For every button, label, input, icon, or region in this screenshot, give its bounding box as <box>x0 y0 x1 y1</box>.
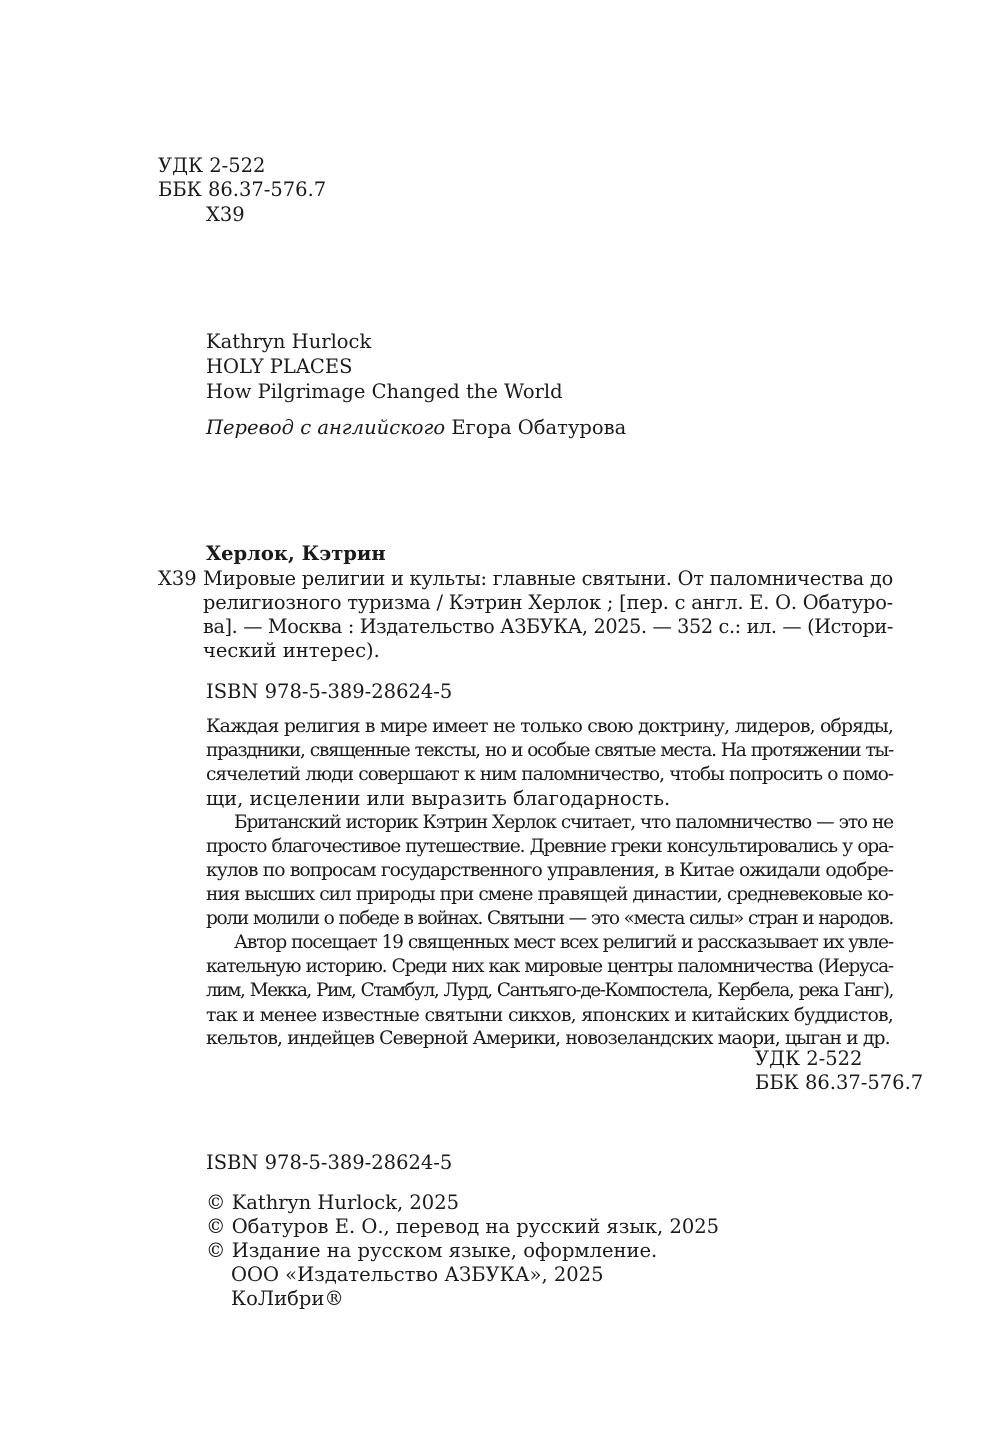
original-subtitle: How Pilgrimage Changed the World <box>206 380 563 403</box>
annotation-paragraph-1 <box>206 715 893 811</box>
annotation-line: Британский историк Кэтрин Херлок считает, что паломничество — это не <box>234 812 893 833</box>
catalog-mark: Х39 <box>158 567 197 590</box>
copyright-line: © Обатуров Е. О., перевод на русский язык, 2025 <box>206 1215 720 1238</box>
annotation-line: роли молили о победе в войнах. Святыни — это «места силы» стран и народов. <box>206 908 893 929</box>
top-bbk: ББК 86.37-576.7 <box>158 178 327 201</box>
catalog-line: Мировые религии и культы: главные святыни. От паломничества до <box>203 567 893 590</box>
annotation-line: ния высших сил природы при смене правящей династии, средневековые ко- <box>206 884 893 905</box>
annotation-paragraph-3 <box>206 931 893 1051</box>
catalog-isbn: ISBN 978-5-389-28624-5 <box>206 680 453 703</box>
annotation-line: кулов по вопросам государственного управления, в Китае ожидали одобре- <box>206 860 893 881</box>
catalog-line: ческий интерес). <box>203 639 380 662</box>
publisher-line: ООО «Издательство АЗБУКА», 2025 <box>231 1263 604 1286</box>
annotation-line: праздники, священные тексты, но и особые святые места. На протяжении ты- <box>206 740 893 761</box>
original-title: HOLY PLACES <box>206 355 353 378</box>
annotation-line: щи, исцелении или выразить благодарность. <box>206 787 671 810</box>
annotation-line: Автор посещает 19 священных мест всех религий и рассказывает их увле- <box>234 932 893 953</box>
translation-prefix: Перевод с английского <box>206 416 446 439</box>
annotation-line: лим, Мекка, Рим, Стамбул, Лурд, Сантьяго-де-Компостела, Кербела, река Ганг), <box>206 980 893 1001</box>
original-author: Kathryn Hurlock <box>206 330 372 353</box>
annotation-udk: УДК 2-522 <box>755 1047 863 1070</box>
annotation-bbk: ББК 86.37-576.7 <box>755 1071 924 1094</box>
bottom-isbn: ISBN 978-5-389-28624-5 <box>206 1151 453 1174</box>
annotation-line: так и менее известные святыни сикхов, японских и китайских буддистов, <box>206 1004 893 1026</box>
annotation-line: кельтов, индейцев Северной Америки, новозеландских маори, цыган и др. <box>206 1028 890 1049</box>
catalog-line: религиозного туризма / Кэтрин Херлок ; [пер. с англ. Е. О. Обатуро- <box>203 591 893 614</box>
annotation-line: сячелетий люди совершают к ним паломничество, чтобы попросить о помо- <box>206 764 893 785</box>
top-udk: УДК 2-522 <box>158 154 266 177</box>
annotation-line: просто благочестивое путешествие. Древние греки консультировались у ора- <box>206 836 893 857</box>
top-author-mark: Х39 <box>206 203 245 226</box>
annotation-line: кательную историю. Среди них как мировые центры паломничества (Иеруса- <box>206 956 893 977</box>
translator-name: Егора Обатурова <box>451 416 627 439</box>
catalog-description <box>203 567 893 663</box>
catalog-heading: Херлок, Кэтрин <box>206 542 386 565</box>
imprint-name: КоЛибри® <box>231 1287 344 1310</box>
annotation-paragraph-2 <box>206 811 893 931</box>
translation-credit <box>206 416 626 440</box>
catalog-line: ва]. — Москва : Издательство АЗБУКА, 2025. — 352 с.: ил. — (Истори- <box>203 615 893 638</box>
annotation-line: Каждая религия в мире имеет не только свою доктрину, лидеров, обряды, <box>206 716 893 737</box>
copyright-line: © Издание на русском языке, оформление. <box>206 1239 658 1262</box>
copyright-line: © Kathryn Hurlock, 2025 <box>206 1191 460 1214</box>
